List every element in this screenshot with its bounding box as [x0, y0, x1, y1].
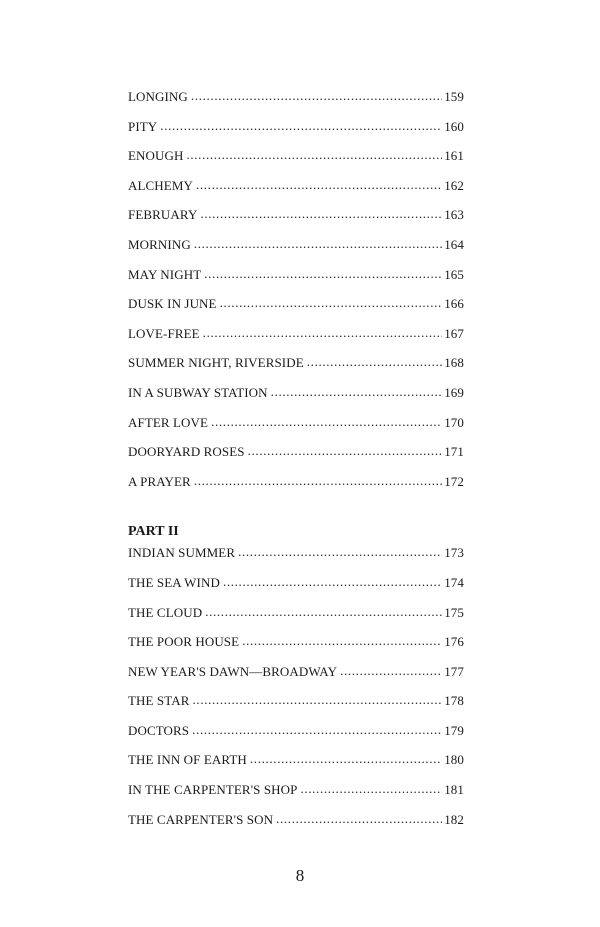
dot-leader [242, 633, 442, 646]
dot-leader [271, 384, 443, 397]
toc-entry-page: 182 [444, 811, 464, 827]
toc-entry-title: THE STAR [128, 693, 190, 709]
toc-entry-title: AFTER LOVE [128, 414, 209, 430]
dot-leader [204, 266, 442, 279]
toc-entry [128, 544, 464, 574]
toc-entry [128, 473, 464, 503]
toc-entry-title: LONGING [128, 89, 188, 104]
dot-leader [196, 177, 442, 190]
dot-leader [211, 414, 442, 427]
dot-leader [250, 751, 442, 764]
dot-leader [340, 663, 442, 676]
toc-entry [128, 781, 464, 811]
toc-entry-page: 172 [444, 473, 464, 489]
toc-entry-title: IN THE CARPENTER'S SHOP [128, 782, 298, 798]
dot-leader [192, 722, 442, 735]
toc-entry-title: THE CARPENTER'S SON [128, 811, 274, 827]
dot-leader [248, 443, 443, 456]
toc-entry-page: 179 [444, 722, 464, 738]
toc-entry-page: 165 [444, 266, 464, 282]
toc-part-one [128, 88, 464, 502]
toc-entry [128, 663, 464, 693]
toc-entry [128, 633, 464, 663]
dot-leader [223, 574, 442, 587]
toc-entry [128, 354, 464, 384]
toc-entry [128, 177, 464, 207]
toc-entry-page: 180 [444, 752, 464, 768]
toc-entry-page: 164 [444, 236, 464, 252]
toc-part-two [128, 544, 464, 840]
toc-entry-page: 177 [444, 663, 464, 679]
toc-entry-title: ENOUGH [128, 148, 184, 164]
dot-leader [200, 206, 442, 219]
toc-entry [128, 88, 464, 118]
toc-entry-title: THE SEA WIND [128, 574, 220, 590]
toc-entry-title: ALCHEMY [128, 177, 193, 193]
dot-leader [191, 88, 442, 101]
toc-entry-page: 181 [444, 782, 464, 798]
dot-leader [238, 544, 442, 557]
toc-entry-title: SUMMER NIGHT, RIVERSIDE [128, 355, 304, 371]
toc-entry-title: DOORYARD ROSES [128, 444, 245, 460]
toc-entry-page: 162 [444, 177, 464, 193]
toc-entry [128, 604, 464, 634]
toc-entry-page: 170 [444, 414, 464, 430]
dot-leader [186, 147, 442, 160]
toc-entry [128, 443, 464, 473]
toc-entry-title: FEBRUARY [128, 207, 198, 223]
toc-entry [128, 147, 464, 177]
dot-leader [205, 604, 442, 617]
toc-entry-title: A PRAYER [128, 473, 191, 489]
toc-entry-page: 176 [444, 634, 464, 650]
toc-entry-page: 163 [444, 207, 464, 223]
toc-entry [128, 384, 464, 414]
toc-entry-title: PITY [128, 118, 158, 134]
toc-entry-page: 169 [444, 384, 464, 400]
toc-entry-page: 166 [444, 296, 464, 312]
dot-leader [160, 118, 442, 131]
toc-entry-title: THE INN OF EARTH [128, 752, 247, 768]
toc-entry-title: LOVE-FREE [128, 325, 200, 341]
dot-leader [194, 473, 442, 486]
toc-entry [128, 692, 464, 722]
toc-entry [128, 811, 464, 841]
dot-leader [276, 811, 442, 824]
toc-entry-title: DUSK IN JUNE [128, 296, 217, 312]
toc-entry [128, 325, 464, 355]
toc-entry-page: 161 [444, 148, 464, 164]
dot-leader [194, 236, 442, 249]
toc-entry-title: IN A SUBWAY STATION [128, 384, 268, 400]
toc-entry-page: 173 [444, 545, 464, 561]
toc-entry [128, 236, 464, 266]
dot-leader [220, 295, 443, 308]
dot-leader [203, 325, 443, 338]
toc-entry [128, 206, 464, 236]
toc-entry-title: MORNING [128, 236, 191, 252]
toc-entry [128, 574, 464, 604]
toc-entry-page: 174 [444, 574, 464, 590]
toc-entry [128, 118, 464, 148]
toc-entry-page: 168 [444, 355, 464, 371]
toc-entry-title: MAY NIGHT [128, 266, 202, 282]
toc-entry-page: 159 [444, 89, 464, 104]
toc-entry [128, 751, 464, 781]
toc-entry-page: 167 [444, 325, 464, 341]
dot-leader [307, 354, 442, 367]
toc-entry-page: 175 [444, 604, 464, 620]
table-of-contents [128, 88, 464, 840]
toc-entry-title: THE POOR HOUSE [128, 634, 240, 650]
toc-entry [128, 266, 464, 296]
toc-entry-page: 160 [444, 118, 464, 134]
dot-leader [193, 692, 443, 705]
part-heading: PART II [128, 524, 179, 540]
page-number: 8 [295, 866, 305, 885]
toc-entry-page: 178 [444, 693, 464, 709]
toc-entry [128, 722, 464, 752]
toc-entry [128, 295, 464, 325]
toc-entry-page: 171 [444, 444, 464, 460]
toc-entry-title: NEW YEAR'S DAWN—BROADWAY [128, 663, 338, 679]
toc-entry-title: DOCTORS [128, 722, 190, 738]
toc-entry-title: THE CLOUD [128, 604, 203, 620]
toc-entry [128, 414, 464, 444]
toc-entry-title: INDIAN SUMMER [128, 545, 236, 561]
dot-leader [300, 781, 442, 794]
